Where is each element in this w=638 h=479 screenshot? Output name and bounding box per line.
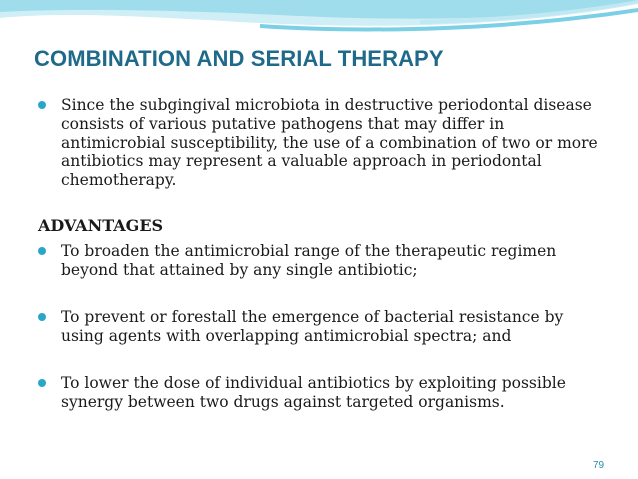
advantage-item [38, 308, 608, 346]
advantage-text: To prevent or forestall the emergence of bacterial resistance by using agents with overlapping antimicrobial spectra; and [61, 308, 564, 345]
slide-title: COMBINATION AND SERIAL THERAPY [34, 46, 444, 71]
advantage-text: To broaden the antimicrobial range of the therapeutic regimen beyond that attained by any single antibiotic; [61, 242, 557, 279]
intro-bullet [38, 96, 608, 190]
header-wave-decoration [0, 0, 638, 50]
bullet-icon [38, 313, 46, 321]
bullet-icon [38, 379, 46, 387]
advantage-item [38, 242, 608, 280]
bullet-icon [38, 101, 46, 109]
advantage-text: To lower the dose of individual antibiotics by exploiting possible synergy between two drugs against targeted organisms. [61, 374, 566, 411]
intro-bullet-text: Since the subgingival microbiota in destructive periodontal disease consists of various putative pathogens that may differ in antimicrobial susceptibility, the use of a combination of two or more antibiotics may represent a valuable approach in periodontal chemotherapy. [61, 96, 598, 190]
advantages-heading: ADVANTAGES [38, 216, 164, 235]
advantage-item [38, 374, 608, 412]
bullet-icon [38, 247, 46, 255]
page-number: 79 [593, 460, 605, 471]
